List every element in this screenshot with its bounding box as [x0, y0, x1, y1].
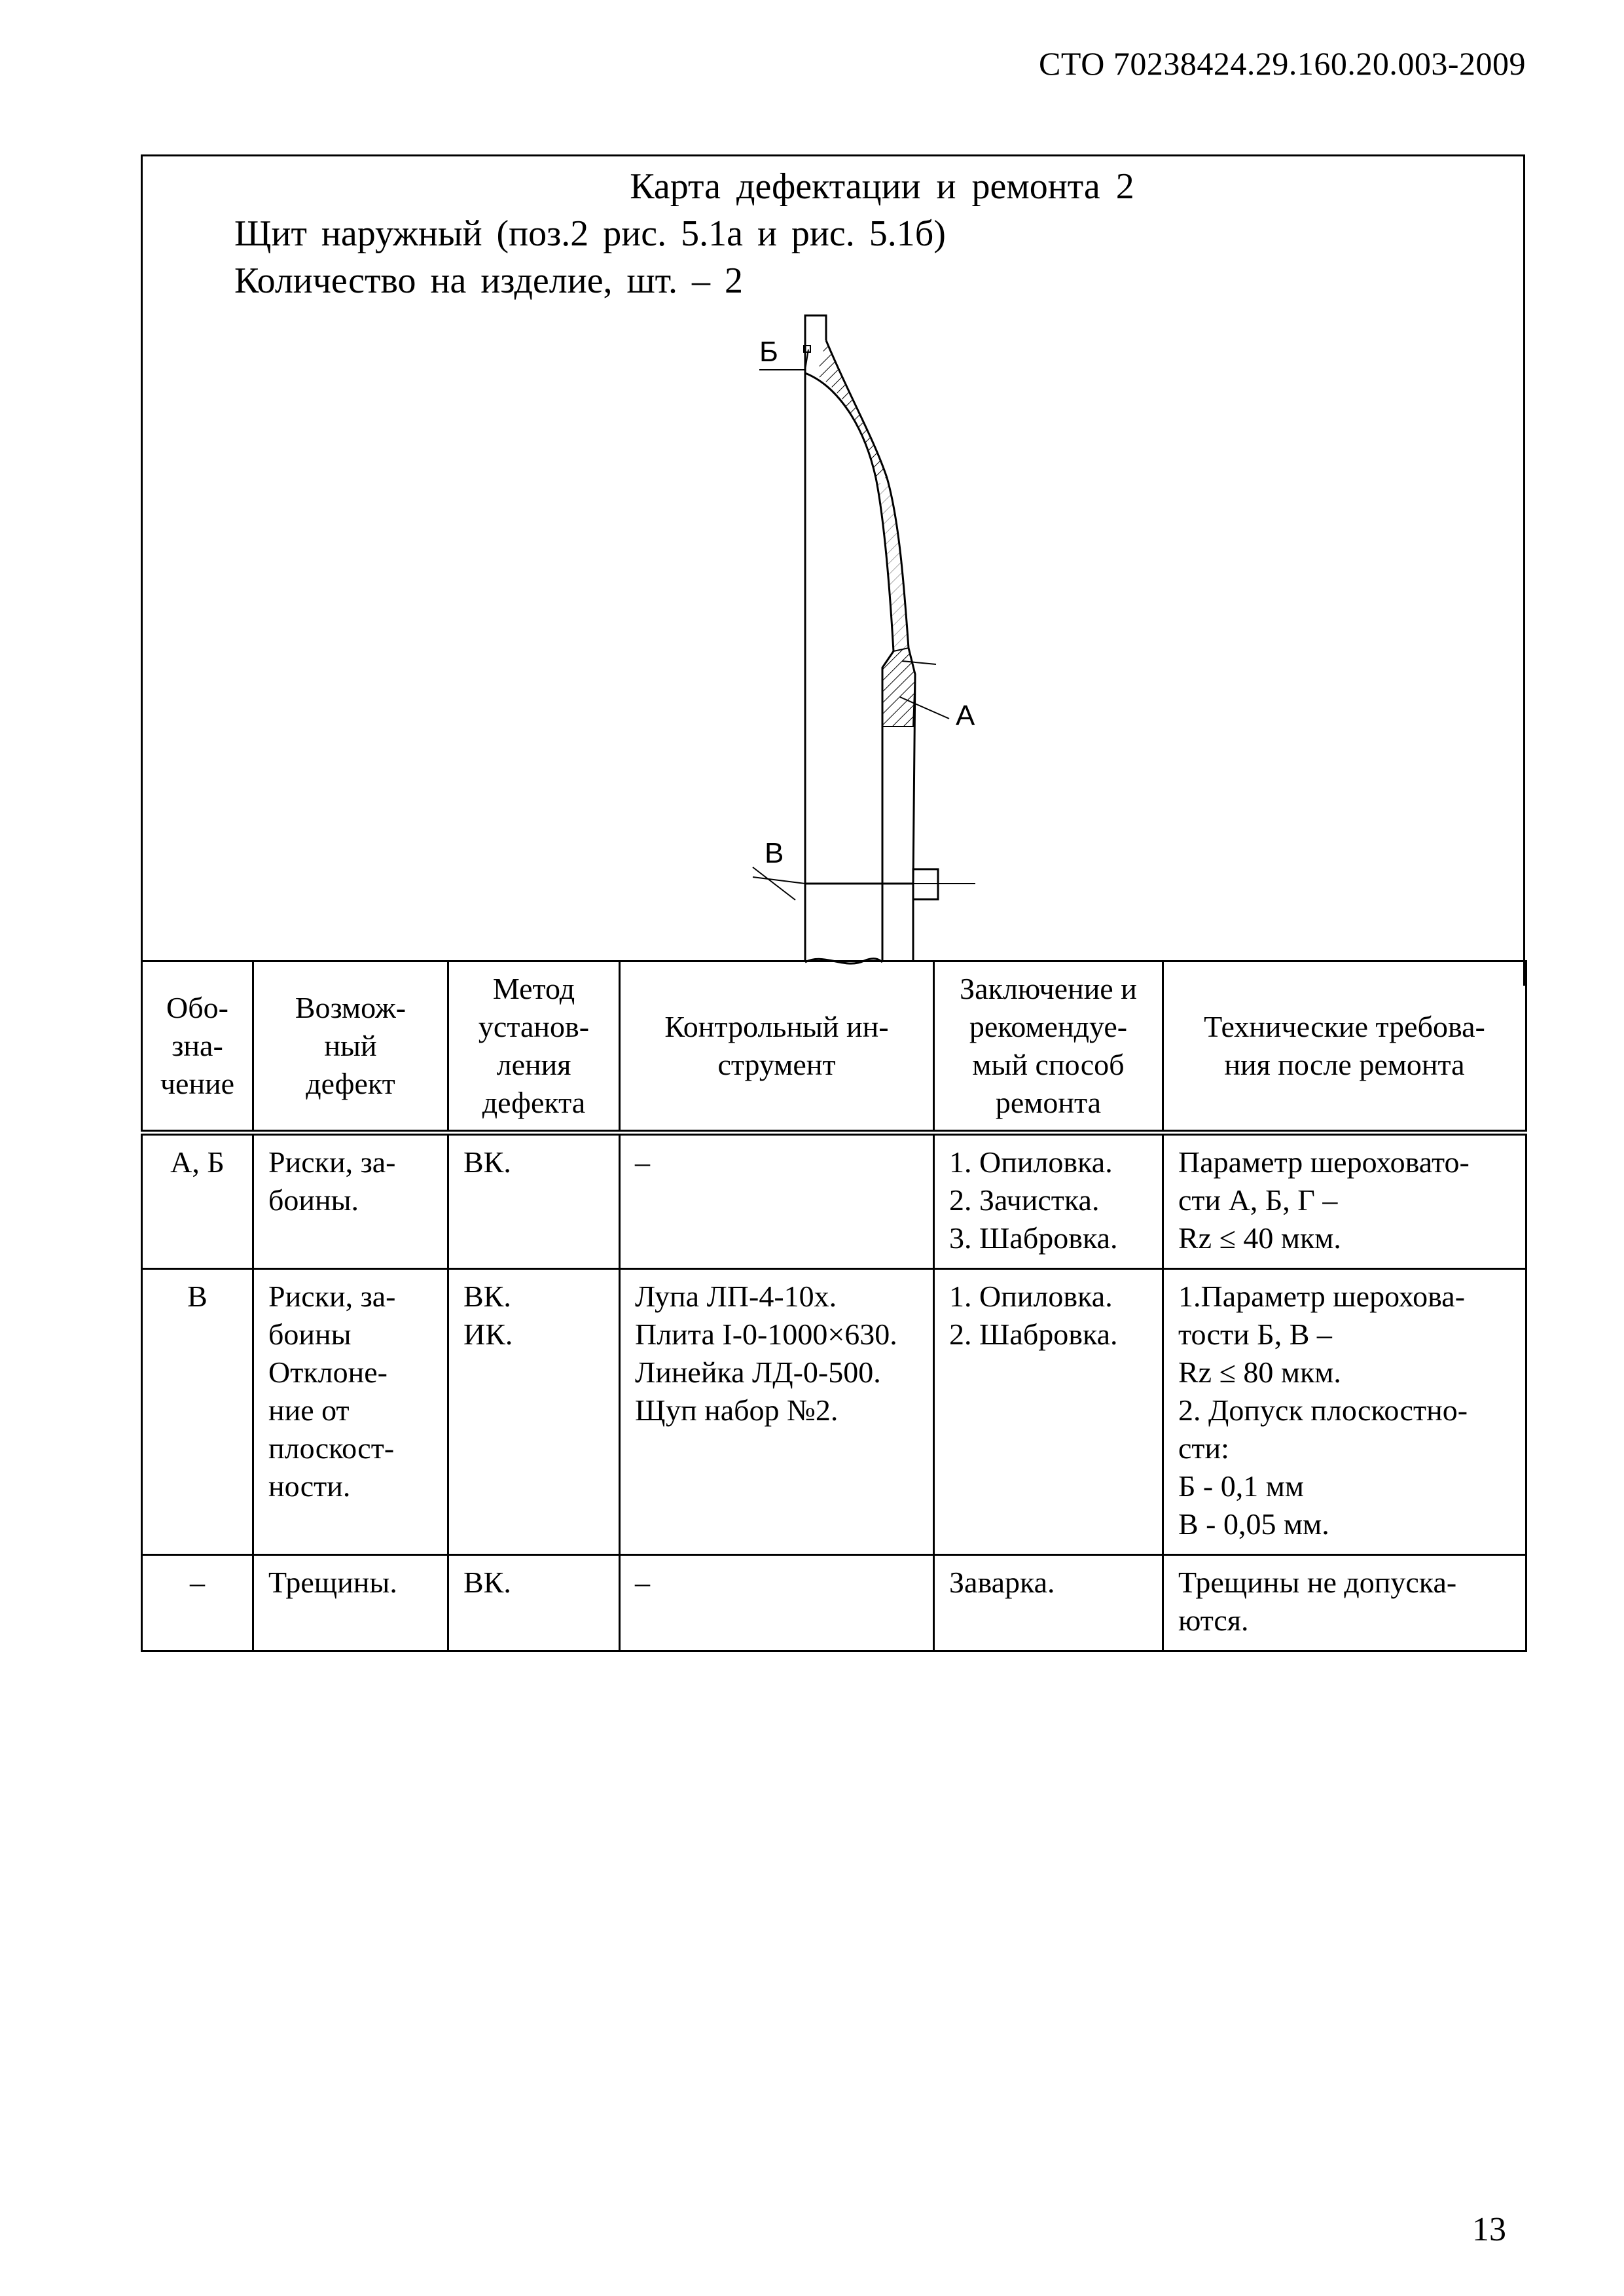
document-code: СТО 70238424.29.160.20.003-2009 [1039, 45, 1526, 82]
cell-tool: Лупа ЛП-4-10х. Плита I-0-1000×630. Линейка ЛД-0-500. Щуп набор №2. [620, 1269, 934, 1555]
table-row [142, 1555, 1526, 1651]
table-row [142, 1269, 1526, 1555]
defect-table [141, 960, 1527, 1652]
page-number: 13 [1472, 2211, 1506, 2248]
cell-repair: Заварка. [934, 1555, 1163, 1651]
cell-method: ВК. [448, 1555, 620, 1651]
cell-repair: 1. Опиловка. 2. Зачистка. 3. Шабровка. [934, 1133, 1163, 1269]
cell-method: ВК. [448, 1133, 620, 1269]
table-row [142, 1133, 1526, 1269]
label-v: В [765, 837, 784, 869]
header-detection-method: Метод установ- ления дефекта [448, 961, 620, 1133]
header-conclusion-repair: Заключение и рекомендуе- мый способ ремонта [934, 961, 1163, 1133]
part-name-line: Щит наружный (поз.2 рис. 5.1а и рис. 5.1б) [234, 213, 946, 254]
cell-defect: Трещины. [253, 1555, 448, 1651]
cell-requirements: Трещины не допуска- ются. [1163, 1555, 1526, 1651]
header-technical-requirements: Технические требова- ния после ремонта [1163, 961, 1526, 1133]
cell-designation: А, Б [142, 1133, 253, 1269]
cell-method: ВК. ИК. [448, 1269, 620, 1555]
cell-defect: Риски, за- боины Отклоне- ние от плоскост- ности. [253, 1269, 448, 1555]
header-designation: Обо- зна- чение [142, 961, 253, 1133]
cell-defect: Риски, за- боины. [253, 1133, 448, 1269]
cell-tool: – [620, 1555, 934, 1651]
cell-repair: 1. Опиловка. 2. Шабровка. [934, 1269, 1163, 1555]
card-title: Карта дефектации и ремонта 2 [630, 166, 1134, 207]
label-b: Б [759, 336, 778, 368]
cell-requirements: 1.Параметр шерохова- тости Б, В – Rz ≤ 80 мкм. 2. Допуск плоскостно- сти: Б - 0,1 мм В - 0,05 мм. [1163, 1269, 1526, 1555]
header-possible-defect: Возмож- ный дефект [253, 961, 448, 1133]
quantity-line: Количество на изделие, шт. – 2 [234, 260, 743, 301]
cell-designation: – [142, 1555, 253, 1651]
table-header-row [142, 961, 1526, 1133]
label-a: А [956, 700, 975, 732]
cell-designation: В [142, 1269, 253, 1555]
cell-requirements: Параметр шероховато- сти А, Б, Г – Rz ≤ 40 мкм. [1163, 1133, 1526, 1269]
cell-tool: – [620, 1133, 934, 1269]
header-control-tool: Контрольный ин- струмент [620, 961, 934, 1133]
part-section-drawing [733, 308, 1008, 969]
